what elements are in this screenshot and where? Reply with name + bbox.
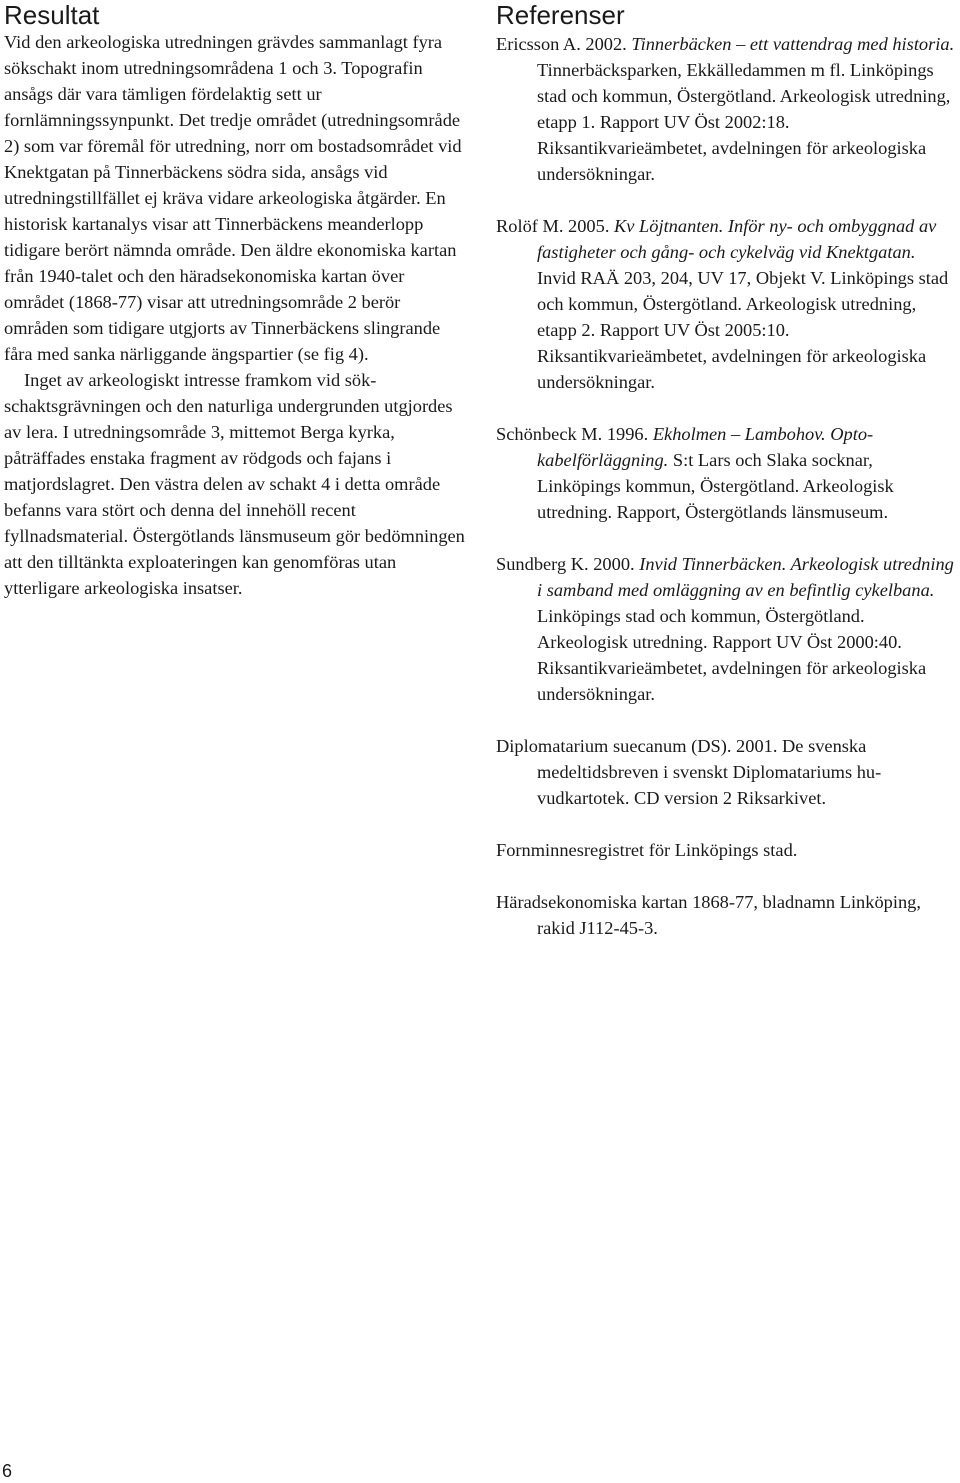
reference-item — [496, 733, 958, 811]
results-paragraph: Vid den arkeologiska utredningen grävdes sammanlagt fyra sökschakt inom utredningsområdena 1 och 3. Topografin ansågs där vara tämligen fördelaktig sett ur fornlämningssynpunkt. Det tredje området (utredningsområde 2) som var föremål för utredning, norr om bostadsområdet vid Knektgatan på Tinnerbäckens södra sida, ansågs vid utredningstillfället ej kräva vidare arkeologiska åtgärder. En historisk kartanalys visar att Tinnerbäckens meanderlopp tidigare berört nämnda område. Den äldre ekonomiska kartan från 1940-talet och den häradsekonomiska kartan över området (1868-77) visar att utredningsområde 2 berör områden som tidigare utgjorts av Tinnerbäckens slingrande fåra med sanka närliggande ängspartier (se fig 4). — [4, 32, 462, 364]
reference-details: Tinnerbäcksparken, Ekkälledammen m fl. Linköpings stad och kommun, Östergötland. Arkeologisk utredning, etapp 1. Rapport UV Öst 2002:18. Riksantikvarieämbetet, avdelningen för arkeologiska undersökningar. — [537, 60, 951, 184]
reference-title: Invid Tinnerbäcken. Arkeologisk utredning i samband med omläggning av en befintlig cykelbana. — [537, 554, 954, 600]
reference-details: Linköpings stad och kommun, Östergötland. Arkeologisk utredning. Rapport UV Öst 2000:40. Riksantikvarieämbetet, avdelningen för arkeologiska undersökningar. — [537, 606, 927, 704]
references-column — [496, 0, 958, 967]
reference-author: Ericsson A. 2002. — [496, 34, 632, 54]
reference-details: Invid RAÄ 203, 204, UV 17, Objekt V. Linköpings stad och kommun, Östergötland. Arkeologisk utredning, etapp 2. Rapport UV Öst 2005:10. Riksantikvarieämbetet, avdelningen för arkeologiska undersökningar. — [537, 268, 949, 392]
reference-author: Diplomatarium suecanum (DS). 2001. De svenska medeltidsbreven i svenskt Diplomatariums huvudkartotek. CD version 2 Riksarkivet. — [496, 736, 882, 808]
page-number: 6 — [2, 1461, 13, 1481]
reference-item — [496, 551, 958, 707]
reference-item — [496, 421, 958, 525]
results-column — [4, 0, 466, 601]
reference-item — [496, 31, 958, 187]
reference-item — [496, 889, 958, 941]
reference-author: Fornminnesregistret för Linköpings stad. — [496, 840, 798, 860]
reference-details: S:t Lars och Slaka socknar, Linköpings kommun, Östergötland. Arkeologisk utredning. Rapport, Östergötlands länsmuseum. — [537, 450, 894, 522]
reference-author: Schönbeck M. 1996. — [496, 424, 653, 444]
results-paragraph: Inget av arkeologiskt intresse framkom vid sökschaktsgrävningen och den naturliga undergrunden utgjordes av lera. I utredningsområde 3, mittemot Berga kyrka, påträffades enstaka fragment av rödgods och fajans i matjordslagret. Den västra delen av schakt 4 i detta område befanns vara stört och denna del innehöll recent fyllnadsmaterial. Östergötlands länsmuseum gör bedömningen att den tilltänkta exploateringen kan genomföras utan ytterligare arkeologiska insatser. — [4, 370, 465, 598]
reference-title: Ekholmen – Lambohov. Optokabelförläggning. — [537, 424, 874, 470]
references-heading: Referenser — [496, 0, 625, 30]
reference-author: Sundberg K. 2000. — [496, 554, 640, 574]
reference-title: Tinnerbäcken – ett vattendrag med historia. — [631, 34, 955, 54]
reference-author: Häradsekonomiska kartan 1868-77, bladnamn Linköping, rakid J112-45-3. — [496, 892, 921, 938]
reference-list — [496, 31, 958, 941]
results-heading: Resultat — [4, 0, 100, 30]
reference-title: Kv Löjtnanten. Inför ny- och ombyggnad av fastigheter och gång- och cykelväg vid Knektgatan. — [537, 216, 937, 262]
reference-item — [496, 213, 958, 395]
results-body — [4, 29, 466, 601]
reference-author: Rolöf M. 2005. — [496, 216, 615, 236]
reference-item — [496, 837, 958, 863]
